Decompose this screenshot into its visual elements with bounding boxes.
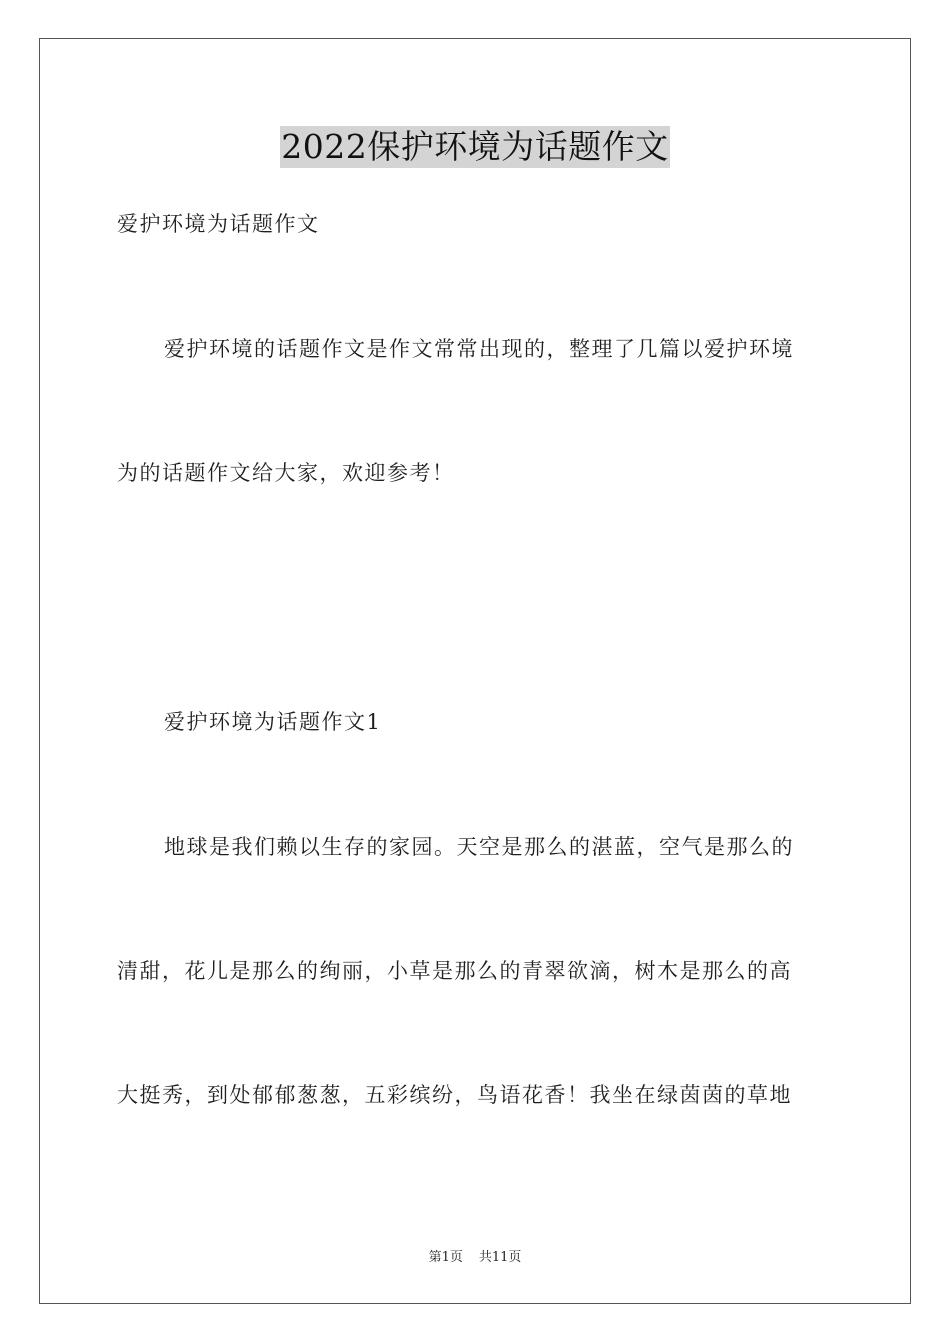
body-paragraph-line-2: 清甜，花儿是那么的绚丽，小草是那么的青翠欲滴，树木是那么的高 — [117, 959, 792, 983]
title-container — [0, 126, 950, 168]
intro-paragraph-line-2: 为的话题作文给大家，欢迎参考！ — [117, 461, 455, 485]
document-title: 2022保护环境为话题作文 — [281, 127, 669, 166]
page-footer — [0, 1246, 950, 1265]
document-subtitle: 爱护环境为话题作文 — [117, 212, 320, 236]
intro-paragraph-line-1: 爱护环境的话题作文是作文常常出现的，整理了几篇以爱护环境 — [164, 337, 794, 361]
section-heading: 爱护环境为话题作文1 — [164, 710, 382, 734]
body-paragraph-line-1: 地球是我们赖以生存的家园。天空是那么的湛蓝，空气是那么的 — [164, 835, 794, 859]
page-total: 共11页 — [478, 1250, 522, 1265]
body-paragraph-line-3: 大挺秀，到处郁郁葱葱，五彩缤纷，鸟语花香！我坐在绿茵茵的草地 — [117, 1083, 792, 1107]
page-number: 第1页 — [428, 1250, 463, 1265]
